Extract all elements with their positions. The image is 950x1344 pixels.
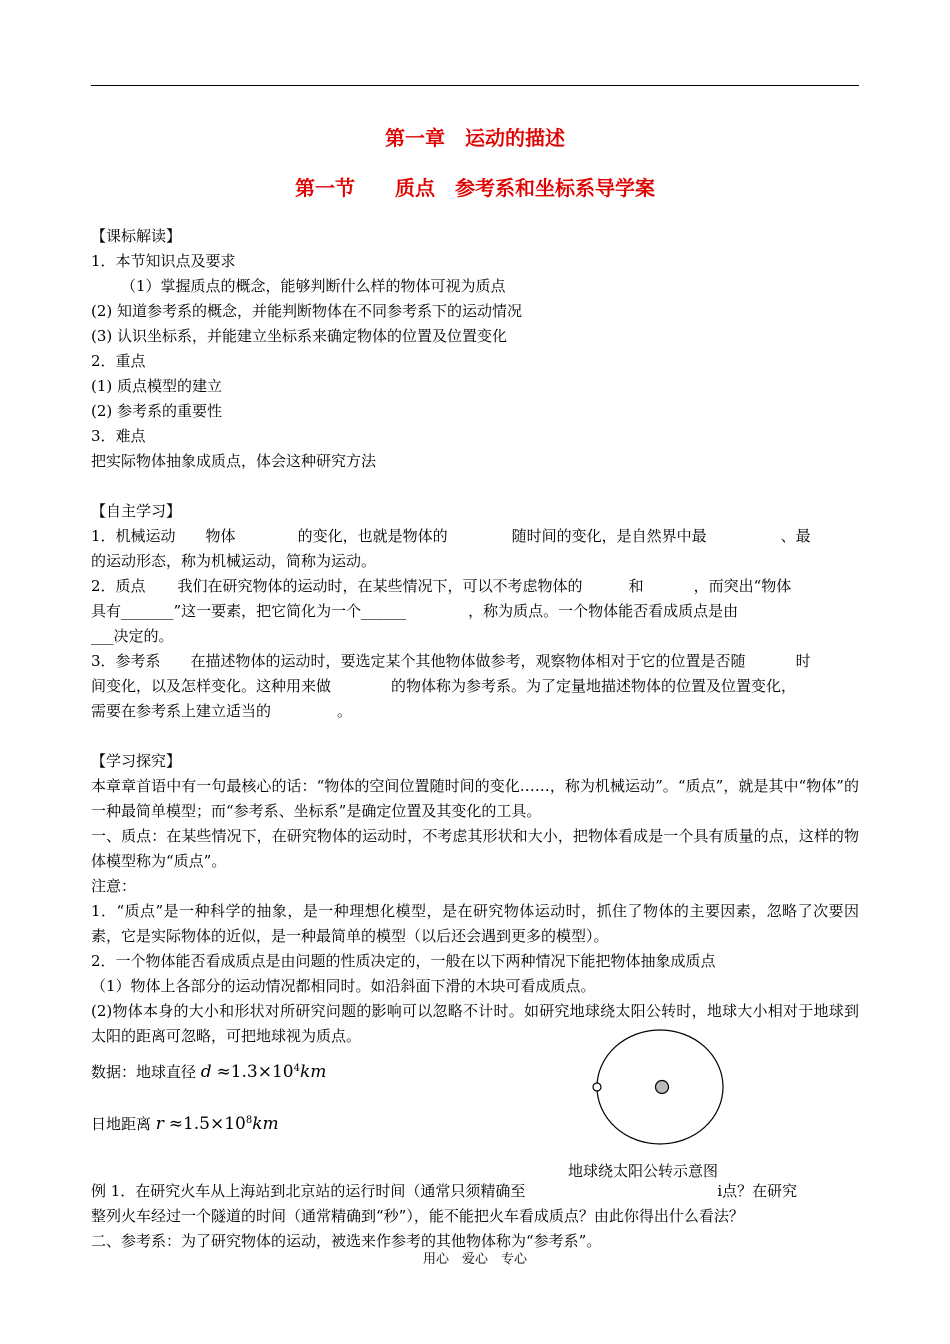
p2-text-b: 我们在研究物体的运动时，在某些情况下，可以不考虑物体的 xyxy=(177,577,583,595)
sun-icon xyxy=(656,1081,669,1094)
p2-text-c: 和 xyxy=(628,577,644,595)
kebiao-item3-a: 把实际物体抽象成质点，体会这种研究方法 xyxy=(91,452,377,470)
diameter-value: ≈1.3×10 xyxy=(216,1062,294,1082)
p1-text-b: 物体 xyxy=(205,527,236,545)
kebiao-item2-b: (2) 参考系的重要性 xyxy=(91,402,223,420)
kebiao-item1-a: （1）掌握质点的概念，能够判断什么样的物体可视为质点 xyxy=(121,277,506,295)
zizhu-p3-line3 xyxy=(91,699,859,724)
kebiao-item1-c: (3) 认识坐标系，并能建立坐标系来确定物体的位置及位置变化 xyxy=(91,327,508,345)
tanjiu-note2-b: (2)物体本身的大小和形状对所研究问题的影响可以忽略不计时。如研究地球绕太阳公转时，地球大小相对于地球到太阳的距离可忽略，可把地球视为质点。 xyxy=(91,1002,859,1045)
p3-label: 3．参考系 xyxy=(91,652,161,670)
kebiao-item1: 1．本节知识点及要求 xyxy=(91,252,236,270)
zizhu-heading: 【自主学习】 xyxy=(91,502,182,520)
kebiao-item3: 3．难点 xyxy=(91,427,146,445)
kebiao-item1-b: (2) 知道参考系的概念，并能判断物体在不同参考系下的运动情况 xyxy=(91,302,523,320)
earth-orbit-diagram xyxy=(588,1028,732,1148)
p3-text-b: 在描述物体的运动时，要选定某个其他物体做参考，观察物体相对于它的位置是否随 xyxy=(190,652,746,670)
kebiao-heading: 【课标解读】 xyxy=(91,227,182,245)
tanjiu-note1: 1．“质点”是一种科学的抽象，是一种理想化模型，是在研究物体运动时，抓住了物体的主要因素，忽略了次要因素，它是实际物体的近似，是一种最简单的模型（以后还会遇到更多的模型）。 xyxy=(91,902,859,945)
distance-exponent: 8 xyxy=(245,1115,253,1126)
tanjiu-heading: 【学习探究】 xyxy=(91,752,182,770)
tanjiu-zhuyi: 注意： xyxy=(91,877,137,895)
p1-label: 1．机械运动 xyxy=(91,527,176,545)
data-label: 数据：地球直径 xyxy=(91,1063,197,1081)
chapter-title: 第一章 运动的描述 xyxy=(385,126,565,150)
data-diameter xyxy=(91,1049,859,1089)
page-footer: 用心 爱心 专心 xyxy=(422,1252,527,1267)
zizhu-p2-line2 xyxy=(91,599,859,624)
example1-text-a: 例 1．在研究火车从上海站到北京站的运行时间（通常只须精确至 xyxy=(91,1182,526,1200)
distance-unit: km xyxy=(252,1114,279,1134)
tanjiu-note2-a: （1）物体上各部分的运动情况都相同时。如沿斜面下滑的木块可看成质点。 xyxy=(91,977,596,995)
diameter-unit: km xyxy=(300,1062,327,1082)
example1-text-b: i点？在研究 xyxy=(717,1182,798,1200)
p2-text-e: 具有_______”这一要素，把它简化为一个______ xyxy=(91,602,407,620)
distance-variable: r xyxy=(155,1114,164,1134)
kebiao-item2: 2．重点 xyxy=(91,352,146,370)
p2-text-g: ___决定的。 xyxy=(91,627,174,645)
distance-value: ≈1.5×10 xyxy=(168,1114,246,1134)
p1-text-f: 的运动形态，称为机械运动，简称为运动。 xyxy=(91,552,377,570)
p3-text-c: 时 xyxy=(795,652,811,670)
earth-icon xyxy=(593,1083,601,1091)
tanjiu-zhidian: 一、质点：在某些情况下，在研究物体的运动时，不考虑其形状和大小，把物体看成是一个具有质量的点，这样的物体模型称为“质点”。 xyxy=(91,827,859,870)
p1-text-c: 的变化，也就是物体的 xyxy=(297,527,448,545)
section-title: 第一节 质点 参考系和坐标系导学案 xyxy=(295,176,655,200)
data-distance xyxy=(91,1101,859,1141)
kebiao-item2-a: (1) 质点模型的建立 xyxy=(91,377,223,395)
p2-text-d: ，而突出“物体 xyxy=(693,577,792,595)
p1-text-e: 、最 xyxy=(780,527,811,545)
p3-text-e: 的物体称为参考系。为了定量地描述物体的位置及位置变化， xyxy=(391,677,797,695)
zizhu-p2-line1 xyxy=(91,574,859,599)
document-body xyxy=(91,224,859,1254)
cankaoxi: 二、参考系：为了研究物体的运动，被选来作参考的其他物体称为“参考系”。 xyxy=(91,1232,602,1250)
tanjiu-note2: 2．一个物体能否看成质点是由问题的性质决定的，一般在以下两种情况下能把物体抽象成质点 xyxy=(91,952,716,970)
p2-label: 2．质点 xyxy=(91,577,146,595)
p1-text-d: 随时间的变化，是自然界中最 xyxy=(511,527,707,545)
diagram-caption: 地球绕太阳公转示意图 xyxy=(568,1162,719,1180)
diameter-variable: d xyxy=(200,1062,212,1082)
header-rule xyxy=(91,85,859,86)
zizhu-p3-line1 xyxy=(91,649,859,674)
tanjiu-intro: 本章章首语中有一句最核心的话：“物体的空间位置随时间的变化……，称为机械运动”。“质点”，就是其中“物体”的一种最简单模型；而“参考系、坐标系”是确定位置及其变化的工具。 xyxy=(91,777,860,820)
p2-text-f: ，称为质点。一个物体能否看成质点是由 xyxy=(468,602,739,620)
diameter-exponent: 4 xyxy=(293,1063,300,1074)
zizhu-p3-line2 xyxy=(91,674,859,699)
p3-text-f: 需要在参考系上建立适当的 xyxy=(91,702,272,720)
zizhu-p1-line1 xyxy=(91,524,859,549)
example1-line1 xyxy=(91,1179,859,1204)
p3-text-d: 间变化，以及怎样变化。这种用来做 xyxy=(91,677,332,695)
p3-text-g: 。 xyxy=(337,702,353,720)
example1-text-c: 整列火车经过一个隧道的时间（通常精确到“秒”），能不能把火车看成质点？由此你得出什么看法？ xyxy=(91,1207,744,1225)
distance-label: 日地距离 xyxy=(91,1115,152,1133)
